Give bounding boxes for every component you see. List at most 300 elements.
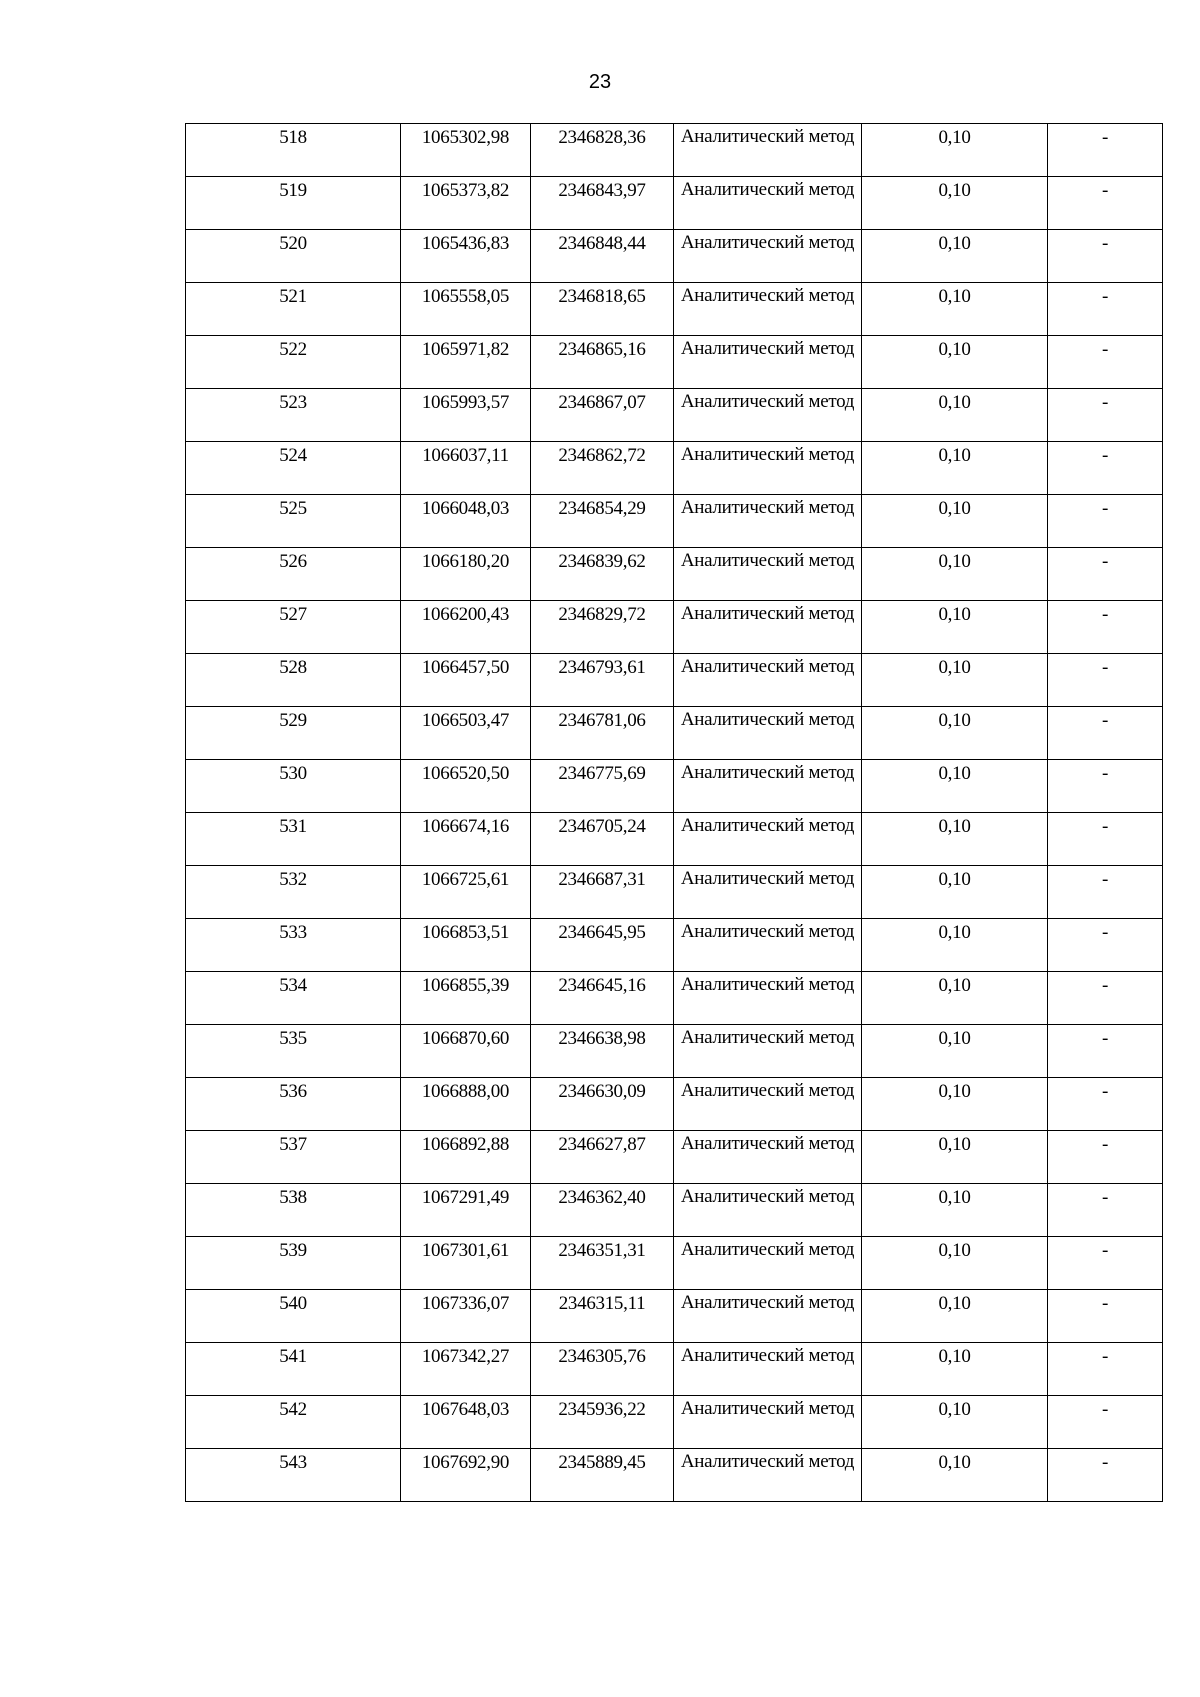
point-number-text: 535 bbox=[279, 1028, 307, 1049]
accuracy-text: 0,10 bbox=[938, 180, 971, 201]
note-text: - bbox=[1101, 922, 1109, 943]
x-coordinate-cell bbox=[401, 495, 531, 548]
point-number-text: 530 bbox=[279, 763, 307, 784]
x-coordinate-cell bbox=[401, 1078, 531, 1131]
point-number-text: 520 bbox=[279, 233, 307, 254]
note-cell bbox=[1048, 336, 1163, 389]
page-number: 23 bbox=[588, 71, 612, 93]
x-coordinate-text: 1066870,60 bbox=[421, 1028, 510, 1049]
accuracy-cell bbox=[862, 1131, 1048, 1184]
method-text: Аналитический метод bbox=[680, 868, 855, 889]
method-cell bbox=[674, 283, 862, 336]
x-coordinate-cell bbox=[401, 177, 531, 230]
point-number-cell bbox=[186, 1449, 401, 1502]
method-cell bbox=[674, 1025, 862, 1078]
note-cell bbox=[1048, 1184, 1163, 1237]
table-row bbox=[186, 1343, 1163, 1396]
note-text: - bbox=[1101, 816, 1109, 837]
method-text: Аналитический метод bbox=[680, 603, 855, 624]
accuracy-text: 0,10 bbox=[938, 445, 971, 466]
y-coordinate-text: 2345889,45 bbox=[558, 1452, 646, 1473]
accuracy-cell bbox=[862, 389, 1048, 442]
method-cell bbox=[674, 230, 862, 283]
note-cell bbox=[1048, 707, 1163, 760]
method-text: Аналитический метод bbox=[680, 497, 855, 518]
y-coordinate-cell bbox=[531, 1449, 674, 1502]
y-coordinate-cell bbox=[531, 760, 674, 813]
accuracy-text: 0,10 bbox=[938, 1293, 971, 1314]
point-number-cell bbox=[186, 1131, 401, 1184]
note-cell bbox=[1048, 1449, 1163, 1502]
point-number-cell bbox=[186, 972, 401, 1025]
method-text: Аналитический метод bbox=[680, 1292, 855, 1313]
x-coordinate-cell bbox=[401, 124, 531, 177]
table-row bbox=[186, 707, 1163, 760]
note-text: - bbox=[1101, 1399, 1109, 1420]
method-cell bbox=[674, 389, 862, 442]
accuracy-cell bbox=[862, 760, 1048, 813]
method-text: Аналитический метод bbox=[680, 656, 855, 677]
point-number-cell bbox=[186, 283, 401, 336]
note-text: - bbox=[1101, 1028, 1109, 1049]
x-coordinate-cell bbox=[401, 1237, 531, 1290]
point-number-cell bbox=[186, 919, 401, 972]
point-number-text: 527 bbox=[279, 604, 307, 625]
accuracy-cell bbox=[862, 1449, 1048, 1502]
note-text: - bbox=[1101, 233, 1109, 254]
note-cell bbox=[1048, 1343, 1163, 1396]
point-number-text: 537 bbox=[279, 1134, 307, 1155]
note-cell bbox=[1048, 1078, 1163, 1131]
x-coordinate-text: 1066888,00 bbox=[421, 1081, 510, 1102]
x-coordinate-cell bbox=[401, 1343, 531, 1396]
point-number-text: 532 bbox=[279, 869, 307, 890]
accuracy-cell bbox=[862, 283, 1048, 336]
method-cell bbox=[674, 1131, 862, 1184]
x-coordinate-cell bbox=[401, 1449, 531, 1502]
note-cell bbox=[1048, 813, 1163, 866]
point-number-text: 536 bbox=[279, 1081, 307, 1102]
accuracy-text: 0,10 bbox=[938, 869, 971, 890]
point-number-text: 528 bbox=[279, 657, 307, 678]
method-cell bbox=[674, 1449, 862, 1502]
y-coordinate-text: 2346645,95 bbox=[558, 922, 646, 943]
note-text: - bbox=[1101, 339, 1109, 360]
table-row bbox=[186, 124, 1163, 177]
note-cell bbox=[1048, 230, 1163, 283]
note-cell bbox=[1048, 1131, 1163, 1184]
method-text: Аналитический метод bbox=[680, 921, 855, 942]
method-text: Аналитический метод bbox=[680, 815, 855, 836]
table-row bbox=[186, 1025, 1163, 1078]
point-number-text: 539 bbox=[279, 1240, 307, 1261]
x-coordinate-text: 1065558,05 bbox=[421, 286, 510, 307]
method-cell bbox=[674, 336, 862, 389]
method-cell bbox=[674, 1396, 862, 1449]
note-cell bbox=[1048, 972, 1163, 1025]
y-coordinate-cell bbox=[531, 601, 674, 654]
point-number-text: 531 bbox=[279, 816, 307, 837]
note-cell bbox=[1048, 654, 1163, 707]
y-coordinate-cell bbox=[531, 1237, 674, 1290]
y-coordinate-cell bbox=[531, 177, 674, 230]
x-coordinate-text: 1067692,90 bbox=[421, 1452, 510, 1473]
y-coordinate-text: 2346638,98 bbox=[558, 1028, 646, 1049]
x-coordinate-cell bbox=[401, 548, 531, 601]
accuracy-cell bbox=[862, 177, 1048, 230]
point-number-text: 543 bbox=[279, 1452, 307, 1473]
note-text: - bbox=[1101, 1346, 1109, 1367]
accuracy-cell bbox=[862, 442, 1048, 495]
y-coordinate-cell bbox=[531, 866, 674, 919]
method-cell bbox=[674, 707, 862, 760]
table-row bbox=[186, 389, 1163, 442]
x-coordinate-cell bbox=[401, 972, 531, 1025]
method-text: Аналитический метод bbox=[680, 126, 855, 147]
y-coordinate-cell bbox=[531, 283, 674, 336]
point-number-cell bbox=[186, 495, 401, 548]
accuracy-text: 0,10 bbox=[938, 498, 971, 519]
x-coordinate-text: 1067301,61 bbox=[421, 1240, 510, 1261]
point-number-text: 525 bbox=[279, 498, 307, 519]
method-cell bbox=[674, 654, 862, 707]
y-coordinate-cell bbox=[531, 654, 674, 707]
point-number-cell bbox=[186, 230, 401, 283]
point-number-text: 526 bbox=[279, 551, 307, 572]
x-coordinate-text: 1066725,61 bbox=[421, 869, 510, 890]
accuracy-cell bbox=[862, 866, 1048, 919]
accuracy-text: 0,10 bbox=[938, 1187, 971, 1208]
method-cell bbox=[674, 1184, 862, 1237]
accuracy-cell bbox=[862, 1025, 1048, 1078]
accuracy-cell bbox=[862, 1290, 1048, 1343]
y-coordinate-text: 2346687,31 bbox=[558, 869, 646, 890]
note-cell bbox=[1048, 548, 1163, 601]
x-coordinate-cell bbox=[401, 442, 531, 495]
accuracy-cell bbox=[862, 1078, 1048, 1131]
y-coordinate-text: 2346315,11 bbox=[558, 1293, 646, 1314]
method-text: Аналитический метод bbox=[680, 444, 855, 465]
y-coordinate-cell bbox=[531, 1290, 674, 1343]
table-body bbox=[186, 124, 1163, 1502]
table-row bbox=[186, 1290, 1163, 1343]
note-cell bbox=[1048, 601, 1163, 654]
y-coordinate-cell bbox=[531, 1396, 674, 1449]
y-coordinate-text: 2345936,22 bbox=[558, 1399, 646, 1420]
note-cell bbox=[1048, 1237, 1163, 1290]
method-cell bbox=[674, 124, 862, 177]
note-cell bbox=[1048, 919, 1163, 972]
x-coordinate-cell bbox=[401, 283, 531, 336]
method-cell bbox=[674, 919, 862, 972]
method-cell bbox=[674, 1290, 862, 1343]
accuracy-text: 0,10 bbox=[938, 339, 971, 360]
method-text: Аналитический метод bbox=[680, 232, 855, 253]
accuracy-text: 0,10 bbox=[938, 1240, 971, 1261]
point-number-cell bbox=[186, 866, 401, 919]
y-coordinate-text: 2346351,31 bbox=[558, 1240, 646, 1261]
point-number-text: 518 bbox=[279, 127, 307, 148]
note-text: - bbox=[1101, 604, 1109, 625]
y-coordinate-cell bbox=[531, 495, 674, 548]
x-coordinate-text: 1065302,98 bbox=[421, 127, 510, 148]
method-cell bbox=[674, 1078, 862, 1131]
accuracy-cell bbox=[862, 972, 1048, 1025]
method-cell bbox=[674, 866, 862, 919]
y-coordinate-cell bbox=[531, 230, 674, 283]
x-coordinate-text: 1065436,83 bbox=[421, 233, 510, 254]
table-row bbox=[186, 1184, 1163, 1237]
point-number-text: 524 bbox=[279, 445, 307, 466]
point-number-cell bbox=[186, 1184, 401, 1237]
table-row bbox=[186, 1078, 1163, 1131]
x-coordinate-text: 1065993,57 bbox=[421, 392, 510, 413]
accuracy-cell bbox=[862, 1396, 1048, 1449]
point-number-cell bbox=[186, 654, 401, 707]
y-coordinate-text: 2346862,72 bbox=[558, 445, 646, 466]
method-text: Аналитический метод bbox=[680, 1239, 855, 1260]
x-coordinate-cell bbox=[401, 230, 531, 283]
point-number-text: 533 bbox=[279, 922, 307, 943]
point-number-cell bbox=[186, 389, 401, 442]
accuracy-text: 0,10 bbox=[938, 1028, 971, 1049]
table-row bbox=[186, 1131, 1163, 1184]
point-number-cell bbox=[186, 601, 401, 654]
method-cell bbox=[674, 601, 862, 654]
accuracy-cell bbox=[862, 707, 1048, 760]
note-cell bbox=[1048, 1025, 1163, 1078]
note-cell bbox=[1048, 442, 1163, 495]
x-coordinate-text: 1066853,51 bbox=[421, 922, 510, 943]
accuracy-cell bbox=[862, 1184, 1048, 1237]
accuracy-text: 0,10 bbox=[938, 657, 971, 678]
x-coordinate-cell bbox=[401, 1184, 531, 1237]
table-row bbox=[186, 177, 1163, 230]
method-text: Аналитический метод bbox=[680, 1451, 855, 1472]
y-coordinate-text: 2346362,40 bbox=[558, 1187, 646, 1208]
x-coordinate-text: 1066200,43 bbox=[421, 604, 510, 625]
accuracy-text: 0,10 bbox=[938, 551, 971, 572]
note-text: - bbox=[1101, 1134, 1109, 1155]
note-cell bbox=[1048, 1290, 1163, 1343]
accuracy-text: 0,10 bbox=[938, 392, 971, 413]
x-coordinate-cell bbox=[401, 654, 531, 707]
note-text: - bbox=[1101, 286, 1109, 307]
method-text: Аналитический метод bbox=[680, 709, 855, 730]
accuracy-cell bbox=[862, 813, 1048, 866]
x-coordinate-cell bbox=[401, 336, 531, 389]
accuracy-cell bbox=[862, 230, 1048, 283]
coordinates-table bbox=[185, 123, 1163, 1502]
note-cell bbox=[1048, 124, 1163, 177]
accuracy-text: 0,10 bbox=[938, 975, 971, 996]
x-coordinate-text: 1066503,47 bbox=[421, 710, 510, 731]
accuracy-cell bbox=[862, 919, 1048, 972]
accuracy-text: 0,10 bbox=[938, 816, 971, 837]
table-row bbox=[186, 336, 1163, 389]
y-coordinate-cell bbox=[531, 548, 674, 601]
method-cell bbox=[674, 1237, 862, 1290]
accuracy-text: 0,10 bbox=[938, 286, 971, 307]
note-text: - bbox=[1101, 551, 1109, 572]
y-coordinate-cell bbox=[531, 336, 674, 389]
x-coordinate-text: 1066892,88 bbox=[421, 1134, 510, 1155]
note-text: - bbox=[1101, 710, 1109, 731]
method-cell bbox=[674, 1343, 862, 1396]
point-number-cell bbox=[186, 1343, 401, 1396]
accuracy-text: 0,10 bbox=[938, 1081, 971, 1102]
y-coordinate-text: 2346818,65 bbox=[558, 286, 646, 307]
y-coordinate-text: 2346843,97 bbox=[558, 180, 646, 201]
y-coordinate-text: 2346828,36 bbox=[558, 127, 646, 148]
point-number-cell bbox=[186, 548, 401, 601]
note-cell bbox=[1048, 389, 1163, 442]
y-coordinate-text: 2346793,61 bbox=[558, 657, 646, 678]
note-text: - bbox=[1101, 1452, 1109, 1473]
accuracy-cell bbox=[862, 495, 1048, 548]
y-coordinate-cell bbox=[531, 1078, 674, 1131]
table-row bbox=[186, 919, 1163, 972]
y-coordinate-cell bbox=[531, 442, 674, 495]
point-number-cell bbox=[186, 336, 401, 389]
method-text: Аналитический метод bbox=[680, 285, 855, 306]
y-coordinate-text: 2346627,87 bbox=[558, 1134, 646, 1155]
note-cell bbox=[1048, 866, 1163, 919]
x-coordinate-cell bbox=[401, 813, 531, 866]
accuracy-text: 0,10 bbox=[938, 922, 971, 943]
table-row bbox=[186, 548, 1163, 601]
accuracy-text: 0,10 bbox=[938, 1346, 971, 1367]
accuracy-cell bbox=[862, 654, 1048, 707]
note-text: - bbox=[1101, 498, 1109, 519]
point-number-text: 522 bbox=[279, 339, 307, 360]
table-row bbox=[186, 972, 1163, 1025]
note-text: - bbox=[1101, 180, 1109, 201]
point-number-text: 523 bbox=[279, 392, 307, 413]
table-row bbox=[186, 1396, 1163, 1449]
point-number-cell bbox=[186, 442, 401, 495]
note-text: - bbox=[1101, 127, 1109, 148]
note-text: - bbox=[1101, 869, 1109, 890]
y-coordinate-text: 2346705,24 bbox=[558, 816, 646, 837]
table-row bbox=[186, 442, 1163, 495]
accuracy-text: 0,10 bbox=[938, 710, 971, 731]
x-coordinate-text: 1067648,03 bbox=[421, 1399, 510, 1420]
x-coordinate-cell bbox=[401, 1131, 531, 1184]
point-number-text: 529 bbox=[279, 710, 307, 731]
table-row bbox=[186, 760, 1163, 813]
point-number-text: 519 bbox=[279, 180, 307, 201]
note-text: - bbox=[1101, 1187, 1109, 1208]
x-coordinate-text: 1065373,82 bbox=[421, 180, 510, 201]
x-coordinate-text: 1067336,07 bbox=[421, 1293, 510, 1314]
point-number-text: 540 bbox=[279, 1293, 307, 1314]
accuracy-cell bbox=[862, 336, 1048, 389]
note-cell bbox=[1048, 177, 1163, 230]
point-number-cell bbox=[186, 760, 401, 813]
y-coordinate-cell bbox=[531, 389, 674, 442]
point-number-cell bbox=[186, 707, 401, 760]
point-number-cell bbox=[186, 1237, 401, 1290]
note-text: - bbox=[1101, 392, 1109, 413]
method-cell bbox=[674, 760, 862, 813]
x-coordinate-text: 1066457,50 bbox=[421, 657, 510, 678]
x-coordinate-cell bbox=[401, 389, 531, 442]
note-cell bbox=[1048, 1396, 1163, 1449]
y-coordinate-text: 2346775,69 bbox=[558, 763, 646, 784]
x-coordinate-cell bbox=[401, 1025, 531, 1078]
accuracy-cell bbox=[862, 124, 1048, 177]
point-number-text: 541 bbox=[279, 1346, 307, 1367]
y-coordinate-text: 2346829,72 bbox=[558, 604, 646, 625]
accuracy-cell bbox=[862, 1343, 1048, 1396]
x-coordinate-text: 1066048,03 bbox=[421, 498, 510, 519]
note-text: - bbox=[1101, 445, 1109, 466]
method-text: Аналитический метод bbox=[680, 1027, 855, 1048]
accuracy-text: 0,10 bbox=[938, 763, 971, 784]
note-cell bbox=[1048, 760, 1163, 813]
accuracy-text: 0,10 bbox=[938, 1452, 971, 1473]
y-coordinate-cell bbox=[531, 1131, 674, 1184]
method-text: Аналитический метод bbox=[680, 179, 855, 200]
method-text: Аналитический метод bbox=[680, 391, 855, 412]
table-row bbox=[186, 283, 1163, 336]
point-number-cell bbox=[186, 1396, 401, 1449]
note-text: - bbox=[1101, 975, 1109, 996]
point-number-cell bbox=[186, 177, 401, 230]
accuracy-text: 0,10 bbox=[938, 1134, 971, 1155]
note-cell bbox=[1048, 283, 1163, 336]
table-row bbox=[186, 495, 1163, 548]
y-coordinate-cell bbox=[531, 972, 674, 1025]
method-text: Аналитический метод bbox=[680, 974, 855, 995]
x-coordinate-text: 1066855,39 bbox=[421, 975, 510, 996]
method-cell bbox=[674, 442, 862, 495]
accuracy-text: 0,10 bbox=[938, 1399, 971, 1420]
table-row bbox=[186, 1449, 1163, 1502]
point-number-cell bbox=[186, 813, 401, 866]
x-coordinate-text: 1066520,50 bbox=[421, 763, 510, 784]
x-coordinate-cell bbox=[401, 601, 531, 654]
table-row bbox=[186, 866, 1163, 919]
x-coordinate-cell bbox=[401, 919, 531, 972]
note-text: - bbox=[1101, 657, 1109, 678]
x-coordinate-cell bbox=[401, 707, 531, 760]
x-coordinate-cell bbox=[401, 1396, 531, 1449]
x-coordinate-text: 1066674,16 bbox=[421, 816, 510, 837]
accuracy-cell bbox=[862, 601, 1048, 654]
method-cell bbox=[674, 177, 862, 230]
x-coordinate-cell bbox=[401, 760, 531, 813]
accuracy-text: 0,10 bbox=[938, 604, 971, 625]
y-coordinate-text: 2346865,16 bbox=[558, 339, 646, 360]
method-cell bbox=[674, 548, 862, 601]
x-coordinate-text: 1066180,20 bbox=[421, 551, 510, 572]
table-row bbox=[186, 601, 1163, 654]
y-coordinate-cell bbox=[531, 707, 674, 760]
y-coordinate-text: 2346854,29 bbox=[558, 498, 646, 519]
table-row bbox=[186, 654, 1163, 707]
method-cell bbox=[674, 813, 862, 866]
y-coordinate-cell bbox=[531, 124, 674, 177]
note-text: - bbox=[1101, 1293, 1109, 1314]
method-text: Аналитический метод bbox=[680, 762, 855, 783]
y-coordinate-text: 2346848,44 bbox=[558, 233, 646, 254]
x-coordinate-cell bbox=[401, 866, 531, 919]
method-text: Аналитический метод bbox=[680, 1080, 855, 1101]
point-number-cell bbox=[186, 1078, 401, 1131]
y-coordinate-cell bbox=[531, 1343, 674, 1396]
